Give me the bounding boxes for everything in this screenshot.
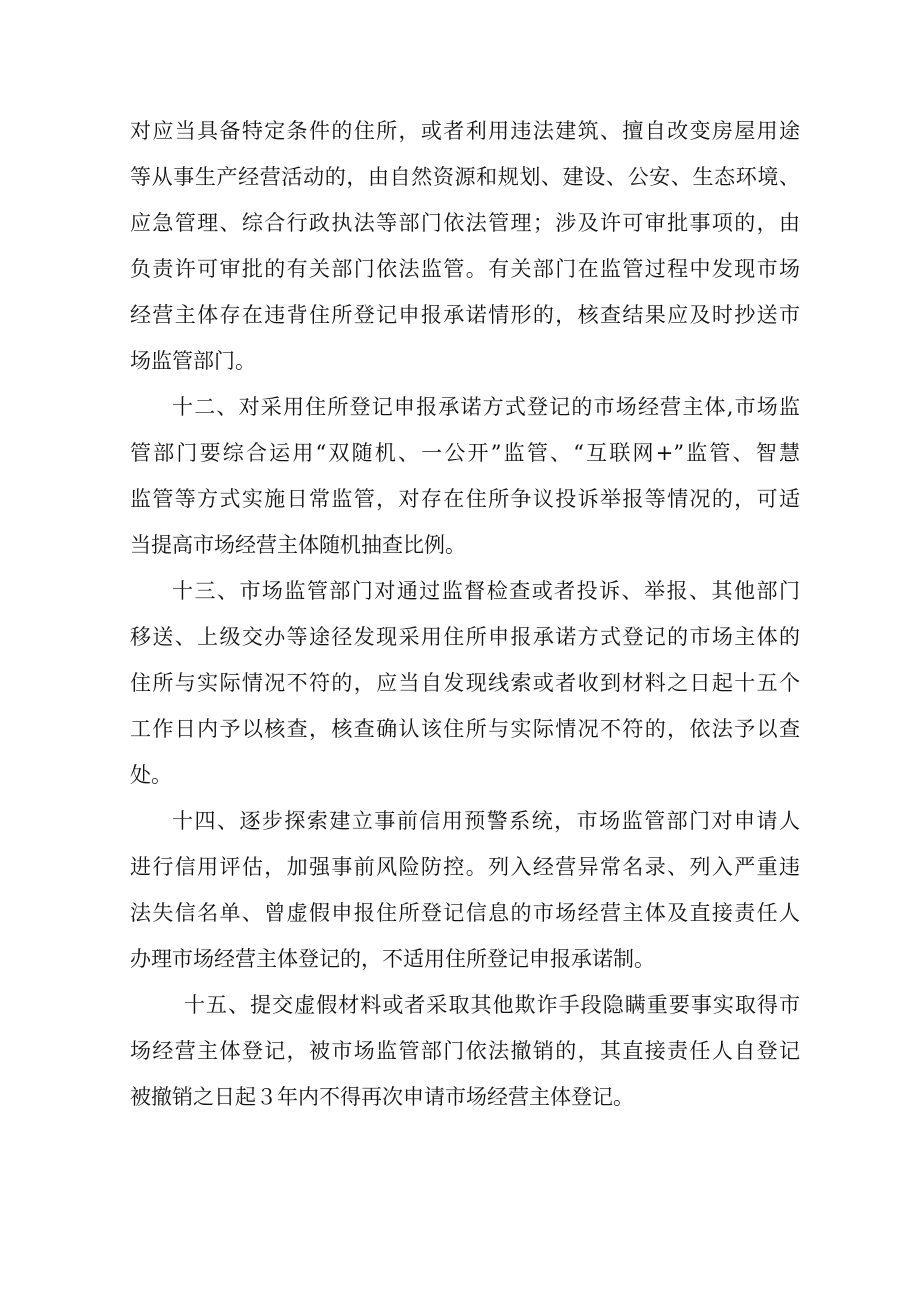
paragraph-14-line-3: 法失信名单、曾虚假申报住所登记信息的市场经营主体及直接责任人 [130,901,800,925]
paragraph-13-line-4: 工作日内予以核查，核查确认该住所与实际情况不符的，依法予以查 [130,717,800,741]
paragraph-14-line-4: 办理市场经营主体登记的，不适用住所登记申报承诺制。 [130,947,655,971]
paragraph-11-line-1: 对应当具备特定条件的住所，或者利用违法建筑、擅自改变房屋用途 [130,119,800,143]
paragraph-15-line-2: 场经营主体登记，被市场监管部门依法撤销的，其直接责任人自登记 [130,1039,800,1063]
paragraph-13-line-3: 住所与实际情况不符的，应当自发现线索或者收到材料之日起十五个 [130,671,800,695]
paragraph-12-line-2: 管部门要综合运用“双随机、一公开”监管、“互联网+”监管、智慧 [130,441,800,465]
paragraph-14-line-2: 进行信用评估，加强事前风险防控。列入经营异常名录、列入严重违 [130,855,800,879]
paragraph-12-line-3: 监管等方式实施日常监管，对存在住所争议投诉举报等情况的，可适 [130,487,800,511]
paragraph-12-line-4: 当提高市场经营主体随机抽查比例。 [130,533,466,557]
paragraph-11-line-2: 等从事生产经营活动的，由自然资源和规划、建设、公安、生态环境、 [130,165,800,189]
paragraph-11-line-6: 场监管部门。 [130,349,256,373]
paragraph-14-line-1: 十四、逐步探索建立事前信用预警系统，市场监管部门对申请人 [172,809,800,833]
paragraph-13-line-2: 移送、上级交办等途径发现采用住所申报承诺方式登记的市场主体的 [130,625,800,649]
paragraph-15-line-3: 被撤销之日起３年内不得再次申请市场经营主体登记。 [130,1085,634,1109]
paragraph-11-line-4: 负责许可审批的有关部门依法监管。有关部门在监管过程中发现市场 [130,257,800,281]
paragraph-13-line-5: 处。 [130,763,172,787]
paragraph-15-line-1: 十五、提交虚假材料或者采取其他欺诈手段隐瞒重要事实取得市 [184,993,800,1017]
paragraph-12-line-1: 十二、对采用住所登记申报承诺方式登记的市场经营主体,市场监 [172,395,800,419]
paragraph-13-line-1: 十三、市场监管部门对通过监督检查或者投诉、举报、其他部门 [172,579,800,603]
paragraph-11-line-5: 经营主体存在违背住所登记申报承诺情形的，核查结果应及时抄送市 [130,303,800,327]
paragraph-11-line-3: 应急管理、综合行政执法等部门依法管理；涉及许可审批事项的，由 [130,211,800,235]
